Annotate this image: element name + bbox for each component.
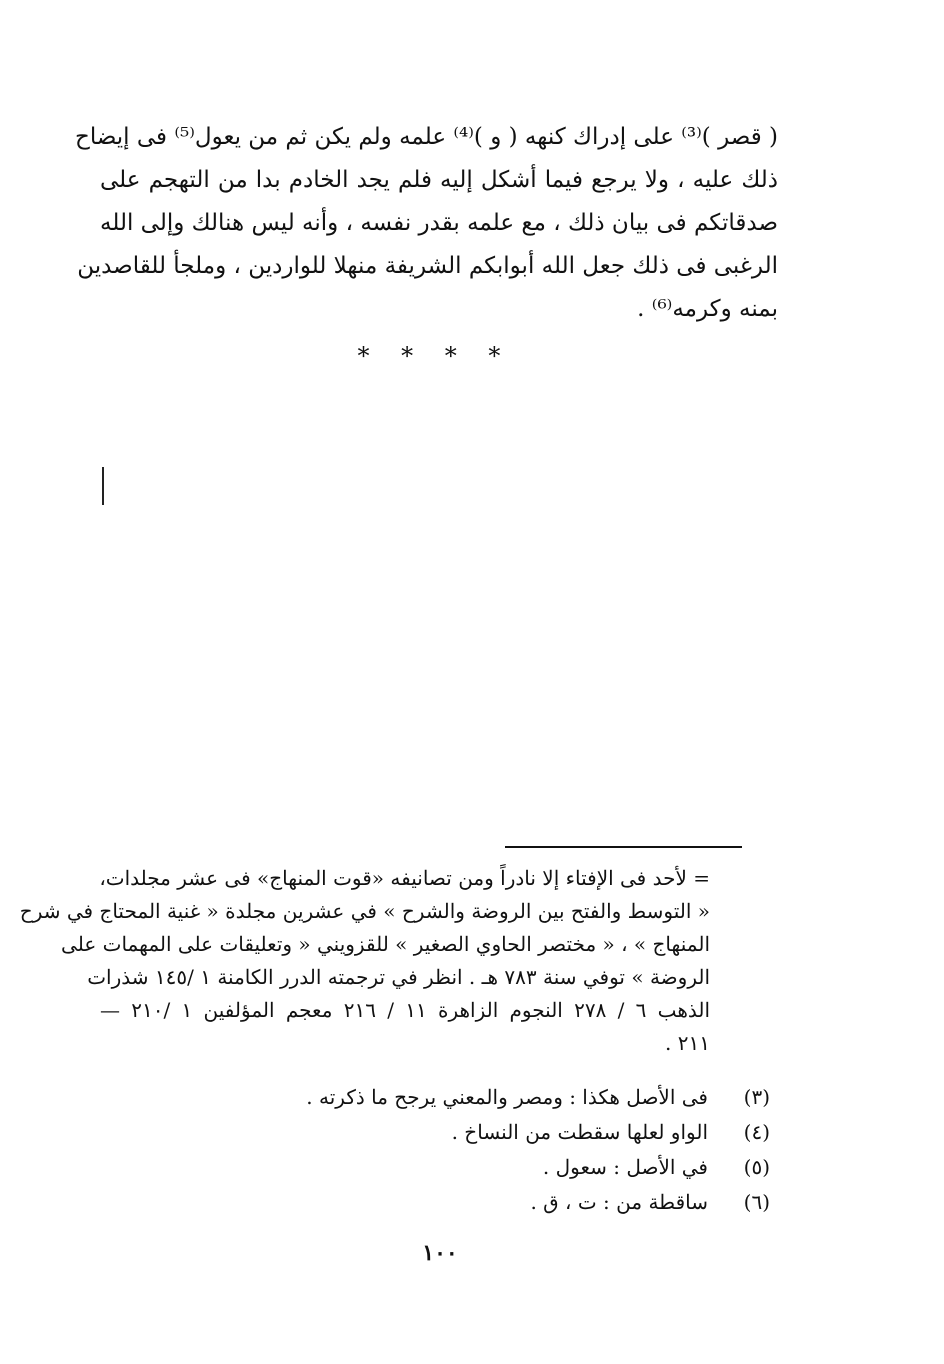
footnote-number: (٤) xyxy=(743,1120,770,1144)
footnote-continuation-line: الذهب ٦ / ٢٧٨ النجوم الزاهرة ١١ / ٢١٦ معجم المؤلفين ١ /٢١٠ — xyxy=(100,998,711,1022)
footnote-continuation xyxy=(19,862,711,1060)
footnote-continuation-line: ٢١١ . xyxy=(665,1031,710,1055)
footnote-continuation-line: المنهاج » ، « مختصر الحاوي الصغير » للقزويني « وتعليقات على المهمات على xyxy=(61,932,710,956)
main-text-line: صدقاتكم فى بيان ذلك ، مع علمه بقدر نفسه ، وأنه ليس هنالك وإلى الله xyxy=(100,210,778,236)
page-number: ١٠٠ xyxy=(422,1240,458,1266)
footnote-text: فى الأصل هكذا : ومصر والمعني يرجح ما ذكرته . xyxy=(306,1085,708,1109)
footnote-text: في الأصل : سعول . xyxy=(542,1155,708,1179)
footnote-divider xyxy=(505,846,742,848)
footnote-continuation-line: « التوسط والفتح بين الروضة والشرح » في عشرين مجلدة « غنية المحتاج في شرح xyxy=(19,899,710,923)
margin-mark xyxy=(102,467,104,505)
footnote-number: (٥) xyxy=(743,1155,770,1179)
footnote-item xyxy=(250,1185,770,1220)
main-text-line: ذلك عليه ، ولا يرجع فيما أشكل إليه فلم يجد الخادم بدا من التهجم على xyxy=(100,167,778,193)
footnotes-list xyxy=(250,1080,770,1220)
footnote-item xyxy=(250,1150,770,1185)
main-text-line: بمنه وكرمه⁽⁶⁾ . xyxy=(637,296,778,322)
footnote-item xyxy=(250,1080,770,1115)
footnote-number: (٦) xyxy=(743,1190,770,1214)
section-separator: * * * * xyxy=(357,342,513,370)
main-text-line: الرغبى فى ذلك جعل الله أبوابكم الشريفة منهلا للواردين ، وملجأ للقاصدين xyxy=(77,253,778,279)
footnote-continuation-line: الروضة » توفي سنة ٧٨٣ هـ . انظر في ترجمته الدرر الكامنة ١ /١٤٥ شذرات xyxy=(87,965,710,989)
main-text-line: ( قصر )⁽³⁾ على إدراك كنهه ( و )⁽⁴⁾ علمه ولم يكن ثم من يعول⁽⁵⁾ فى إيضاح xyxy=(74,124,778,150)
footnote-continuation-line: = لأحد فى الإفتاء إلا نادراً ومن تصانيفه «قوت المنهاج» فى عشر مجلدات، xyxy=(99,866,710,890)
footnote-number: (٣) xyxy=(743,1085,770,1109)
footnote-item xyxy=(250,1115,770,1150)
footnote-text: الواو لعلها سقطت من النساخ . xyxy=(451,1120,708,1144)
footnote-text: ساقطة من : ت ، ق . xyxy=(530,1190,708,1214)
main-text-block xyxy=(74,116,778,331)
